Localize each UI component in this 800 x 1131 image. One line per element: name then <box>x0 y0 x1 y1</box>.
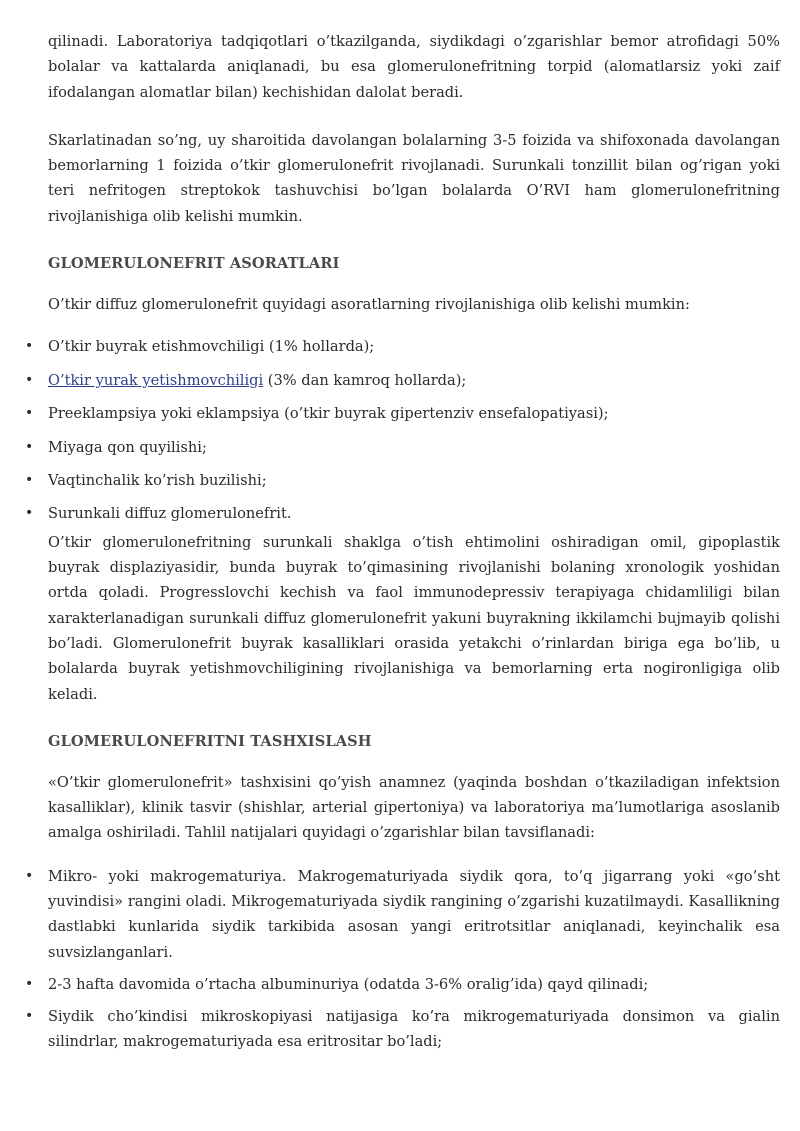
bullet-icon: • <box>25 405 34 422</box>
list-item-text: Preeklampsiya yoki eklampsiya (o’tkir buyrak gipertenziv ensefalopatiyasi); <box>48 405 609 423</box>
heart-failure-link[interactable]: O’tkir yurak yetishmovchiligi <box>48 371 264 389</box>
bullet-icon: • <box>25 1008 34 1025</box>
bullet-icon: • <box>25 338 34 355</box>
bullet-icon: • <box>25 438 34 455</box>
list-item-text: Mikro- yoki makrogematuriya. Makrogematuriyada siydik qora, to’q jigarrang yoki «go’sht yuvindisi» rangini oladi. Mikrogematuriyada siydik rangining o’zgarishi kuzatilmaydi. Kasallikning dastlabki kunlarida siydik tarkibida asosan yangi eritrotsitlar aniqlanadi, keyinchalik esa suvsizlanganlari. <box>48 867 780 961</box>
list-item <box>25 468 780 493</box>
list-item <box>25 334 780 359</box>
list-item-text: Siydik cho’kindisi mikroskopiyasi natijasiga ko’ra mikrogematuriyada donsimon va gialin silindrlar, makrogematuriyada esa eritrositar bo’ladi; <box>48 1008 780 1051</box>
list-item-text: 2-3 hafta davomida o’rtacha albuminuriya (odatda 3-6% oralig’ida) qayd qilinadi; <box>48 975 649 993</box>
diagnosis-intro: «O’tkir glomerulonefrit» tashxisini qo’yish anamnez (yaqinda boshdan o’tkaziladigan infektsion kasalliklar), klinik tasvir (shishlar, arterial gipertoniya) va laboratoriya ma’lumotlariga asoslanib amalga oshiriladi. Tahlil natijalari quyidagi o’zgarishlar bilan tavsiflanadi: <box>48 773 780 842</box>
heading-diagnosis: GLOMERULONEFRITNI TASHXISLASH <box>48 732 372 750</box>
bullet-icon: • <box>25 505 34 522</box>
list-item-text: (3% dan kamroq hollarda); <box>263 371 467 389</box>
complications-list <box>25 334 780 526</box>
paragraph-torpid-course: qilinadi. Laboratoriya tadqiqotlari o’tkazilganda, siydikdagi o’zgarishlar bemor atrofidagi 50% bolalar va kattalarda aniqlanadi, bu esa glomerulonefritning torpid (alomatlarsiz yoki zaif ifodalangan alomatlar bilan) kechishidan dalolat beradi. <box>48 33 780 101</box>
list-item <box>25 368 780 393</box>
list-item-text: O’tkir buyrak etishmovchiligi (1% hollarda); <box>48 338 375 356</box>
list-item-text: Miyaga qon quyilishi; <box>48 438 207 456</box>
bullet-icon: • <box>25 867 34 884</box>
list-item <box>25 864 780 965</box>
list-item <box>25 501 780 526</box>
paragraph-scarlet-fever: Skarlatinadan so’ng, uy sharoitida davolangan bolalarning 3-5 foizida va shifoxonada davolangan bemorlarning 1 foizida o’tkir glomerulonefrit rivojlanadi. Surunkali tonzillit bilan og’rigan yoki teri nefritogen streptokok tashuvchisi bo’lgan bolalarda O’RVI ham glomerulonefritning rivojlanishiga olib kelishi mumkin. <box>48 131 780 225</box>
list-item <box>25 401 780 426</box>
list-item-text: Surunkali diffuz glomerulonefrit. <box>48 505 292 523</box>
list-item-text: Vaqtinchalik ko’rish buzilishi; <box>48 471 267 489</box>
complications-intro: O’tkir diffuz glomerulonefrit quyidagi asoratlarning rivojlanishiga olib kelishi mumkin: <box>48 296 690 314</box>
list-item <box>25 972 780 997</box>
list-item <box>25 1004 780 1055</box>
paragraph-chronic-transition: O’tkir glomerulonefritning surunkali shaklga o’tish ehtimolini oshiradigan omil, gipoplastik buyrak displaziyasidir, bunda buyrak to’qimasining rivojlanishi bolaning xronologik yoshidan ortda qoladi. Progresslovchi kechish va faol immunodepressiv terapiyaga chidamliligi bilan xarakterlanadigan surunkali diffuz glomerulonefrit yakuni buyrakning ikkilamchi bujmayib qolishi bo’ladi. Glomerulonefrit buyrak kasalliklari orasida yetakchi o’rinlardan biriga ega bo’lib, u bolalarda buyrak yetishmovchiligining rivojlanishiga va bemorlarning erta nogironligiga olib keladi. <box>48 533 780 703</box>
heading-complications: GLOMERULONEFRIT ASORATLARI <box>48 255 340 273</box>
bullet-icon: • <box>25 471 34 488</box>
diagnosis-list <box>25 864 780 1055</box>
bullet-icon: • <box>25 975 34 992</box>
bullet-icon: • <box>25 371 34 388</box>
list-item <box>25 435 780 460</box>
article-body <box>25 29 780 1062</box>
